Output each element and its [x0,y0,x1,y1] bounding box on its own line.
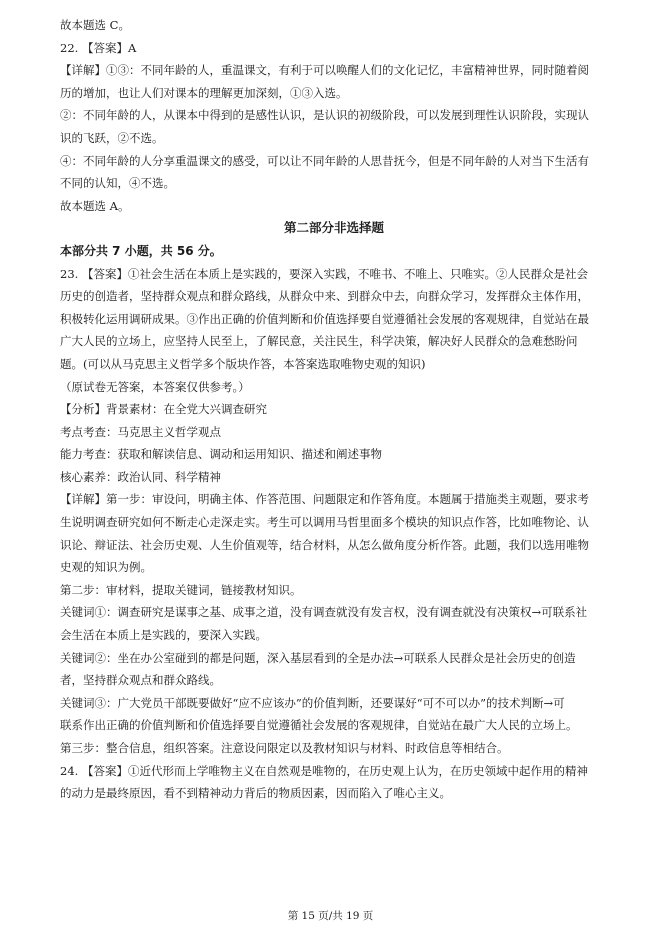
text-line: 核心素养：政治认同、科学精神 [60,469,221,484]
text-line: 会生活在本质上是实践的，要深入实践。 [60,628,267,643]
text-line: 22. 【答案】A [60,40,137,55]
document-body [60,14,608,805]
text-line: 史观的知识为例。 [60,560,152,575]
text-line: 积极转化运用调研成果。③作出正确的价值判断和价值选择要自觉遵循社会发展的客观规律，自觉站在最 [60,311,589,326]
text-line: 关键词③：广大党员干部既要做好“应不应该办”的价值判断，还要谋好“可不可以办”的技术判断→可 [60,695,565,710]
text-line: ④：不同年龄的人分享重温课文的感受，可以让不同年龄的人思昔抚今，但是不同年龄的人对当下生活有 [60,153,589,168]
page-number-footer: 第 15 页/共 19 页 [287,910,374,922]
text-line: 生说明调查研究如何不断走心走深走实。考生可以调用马哲里面多个模块的知识点作答，比如唯物论、认 [60,515,589,530]
text-line: 【分析】背景素材：在全党大兴调查研究 [60,402,267,417]
text-line: 的动力是最终原因，看不到精神动力背后的物质因素，因而陷入了唯心主义。 [60,786,451,801]
text-line: 故本题选 A。 [60,198,130,213]
text-line: 第二步：审材料，提取关键词，链接教材知识。 [60,582,302,597]
text-line: 【详解】第一步：审设问，明确主体、作答范围、问题限定和作答角度。本题属于措施类主观题，要求考 [60,492,589,507]
text-line: （原试卷无答案，本答案仅供参考。） [60,379,250,394]
text-line: 第三步：整合信息，组织答案。注意设问限定以及教材知识与材料、时政信息等相结合。 [60,741,509,755]
text-line: 识论、辩证法、社会历史观、人生价值观等，结合材料，从怎么做角度分析作答。此题，我们以选用唯物 [60,537,589,552]
text-line: 【详解】①③：不同年龄的人，重温课文，有利于可以唤醒人们的文化记忆，丰富精神世界，同时随着阅 [60,63,589,78]
text-line: 题。(可以从马克思主义哲学多个版块作答，本答案选取唯物史观的知识) [60,356,426,371]
text-line: 历史的创造者，坚持群众观点和群众路线，从群众中来、到群众中去，向群众学习，发挥群众主体作用， [60,289,589,304]
text-line: 23. 【答案】①社会生活在本质上是实践的，要深入实践，不唯书、不唯上、只唯实。②人民群众是社会 [60,266,588,281]
text-line: 联系作出正确的价值判断和价值选择要自觉遵循社会发展的客观规律，自觉站在最广大人民的立场上。 [60,718,578,733]
text-line: ②：不同年龄的人，从课本中得到的是感性认识，是认识的初级阶段，可以发展到理性认识阶段，实现认 [60,108,589,123]
text-line: 关键词①：调查研究是谋事之基、成事之道，没有调查就没有发言权，没有调查就没有决策权→可联系社 [60,605,588,620]
text-line: 24. 【答案】①近代形而上学唯物主义在自然观是唯物的，在历史观上认为，在历史领域中起作用的精神 [60,763,588,778]
text-line: 不同的认知，④不选。 [60,176,175,191]
section-title: 第二部分非选择题 [283,220,384,236]
section-subtitle: 本部分共 7 小题，共 56 分。 [60,243,222,258]
text-line: 历的增加，也让人们对课本的理解更加深刻，①③入选。 [60,85,348,100]
text-line: 者，坚持群众观点和群众路线。 [60,673,221,688]
text-line: 广大人民的立场上，应坚持人民至上，了解民意，关注民生，科学决策，解决好人民群众的急难愁盼问 [60,334,578,349]
text-line: 关键词②：坐在办公室碰到的都是问题，深入基层看到的全是办法→可联系人民群众是社会历史的创造 [60,650,576,665]
text-line: 识的飞跃，②不选。 [60,130,164,145]
text-line: 考点考查：马克思主义哲学观点 [60,424,221,439]
text-line: 故本题选 C。 [60,18,130,32]
text-line: 能力考查：获取和解读信息、调动和运用知识、描述和阐述事物 [60,447,382,462]
